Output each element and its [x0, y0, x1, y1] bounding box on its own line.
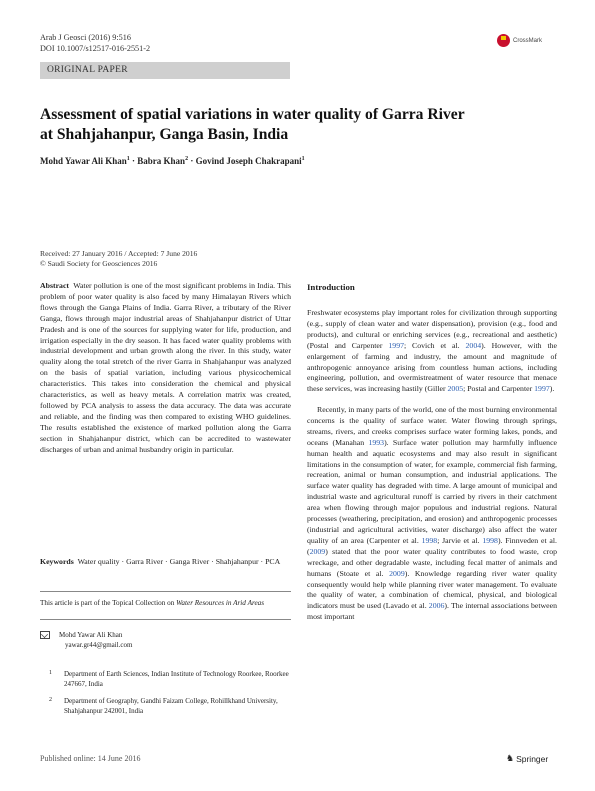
author-name[interactable]: Mohd Yawar Ali Khan	[40, 156, 127, 166]
doi[interactable]: DOI 10.1007/s12517-016-2551-2	[40, 44, 151, 53]
article-type-band: ORIGINAL PAPER	[40, 62, 290, 79]
author-affiliation-mark: 2	[185, 156, 189, 162]
paragraph-text: ). However, with the enlargement of farming and industry, the amount and magnitude of anthropogenic annoyance arising from countless human actions, including engineering, pollution, and overmistreatment of water resource that menace these services, was increasing hastily (Giller	[307, 340, 557, 394]
topical-prefix: This article is part of the Topical Collection on	[40, 599, 177, 607]
paragraph-text: ). Finnveden et al. (	[307, 535, 557, 556]
paragraph-text: ).	[549, 384, 555, 394]
paragraph-text: ; Postal and Carpenter	[463, 384, 535, 394]
author-list	[40, 156, 305, 166]
paragraph-text: ). Surface water pollution may harmfully influence human health and aquatic ecosystems and may also result in significant limitations in the consumption of water, for example, commercial fish farming, recreation, animal or human consumption, and industrial applications. The surface water quality has degraded with time. A large amount of municipal and industrial waste and agricultural runoff is carried by rivers in their catchment area when flowing through major populous and industrial regions. Natural processes (weathering, precipitation, and erosion) and anthropogenic processes (industrial and agricultural activities, water discharge) also affect the water quality of an area (Carpenter et al.	[307, 437, 557, 545]
publisher-name: Springer	[516, 753, 549, 764]
paragraph-text: Freshwater ecosystems play important roles for civilization through supporting (e.g., supply of clean water and water dispensation), provision (e.g., food and products), and cultural or enriching services (e.g., recreational and aesthetic) (Postal and Carpenter	[307, 308, 557, 350]
citation-link[interactable]: 2004	[465, 340, 482, 350]
springer-horse-icon: ♞	[506, 753, 515, 763]
author-name[interactable]: Govind Joseph Chakrapani	[195, 156, 302, 166]
abstract-label: Abstract	[40, 281, 70, 290]
paragraph-text: ) stated that the poor water quality contributes to food waste, crop wreckage, and other degradable waste, including fecal matter of animals and humans (Stoate et al.	[307, 546, 557, 578]
author-separator: ·	[188, 156, 196, 166]
citation-link[interactable]: 2009	[309, 546, 326, 556]
intro-paragraph-1	[307, 308, 557, 395]
author-name[interactable]: Babra Khan	[137, 156, 186, 166]
abstract	[40, 281, 291, 456]
citation-link[interactable]: 1998	[421, 535, 438, 545]
paragraph-text: ). The internal associations between most important	[307, 601, 557, 622]
keywords-text: Water quality · Garra River · Ganga River · Shahjahanpur · PCA	[77, 557, 281, 566]
paragraph-text: ; Jarvie et al.	[437, 535, 483, 545]
affiliation	[40, 670, 291, 689]
citation-link[interactable]: 1997	[388, 340, 404, 350]
article-dates	[40, 249, 197, 269]
journal-citation: Arab J Geosci (2016) 9:516	[40, 33, 131, 42]
contact-email[interactable]: yawar.gr44@gmail.com	[65, 640, 133, 649]
topical-collection-note	[40, 598, 291, 608]
envelope-icon	[40, 631, 50, 639]
published-online: Published online: 14 June 2016	[40, 754, 141, 763]
affiliation-number: 2	[49, 697, 52, 703]
received-accepted: Received: 27 January 2016 / Accepted: 7 June 2016	[40, 249, 198, 258]
abstract-text: Water pollution is one of the most significant problems in India. This problem of poor water quality is also faced by many Himalayan Rivers which flows through the Ganga Plains of India. Garra River, a tributary of the River Ganga, flows through major industrial areas of Shahjahanpur district of Uttar Pradesh and is one of the sources for supplying water for life, production, and irrigation especially in the dry season. It has faced water quality problems with industrial development and urban growth along the river. In this study, water quality along the total stretch of the river Garra in Shahjahanpur was analyzed on the basis of spatial variation, including various physicochemical characteristics. This takes into consideration the chemical and physical characteristics, as well as heavy metals. A correlation matrix was created, followed by PCA analysis to assess the data accuracy. The data was accurate and reliable, and the finding was then compared to existing WHO guidelines. The results established the existence of marked pollution along the Garra section in Shahjahanpur district, which can be accredited to wastewater discharges of urban and animal husbandry origin in particular.	[40, 281, 291, 454]
journal-header	[40, 32, 150, 54]
divider	[40, 591, 291, 592]
paragraph-text: ). Knowledge regarding river water quality consequently would help while planning river water management. To evaluate the quality of water, a combination of chemical, physical, and biological indicators must be used (Lavado et al.	[307, 568, 557, 611]
intro-paragraph-2	[307, 405, 557, 623]
keywords	[40, 557, 291, 568]
citation-link[interactable]: 2009	[389, 568, 405, 578]
crossmark-badge[interactable]	[497, 34, 542, 47]
corresponding-author	[40, 631, 132, 650]
paragraph-text: ; Covich et al.	[403, 340, 466, 350]
affiliation-text: Department of Earth Sciences, Indian Institute of Technology Roorkee, Roorkee 247667, India	[64, 670, 289, 688]
title-line-2: at Shahjahanpur, Ganga Basin, India	[40, 126, 289, 143]
title-line-1: Assessment of spatial variations in water quality of Garra River	[40, 106, 465, 123]
author-affiliation-mark: 1	[126, 156, 130, 162]
citation-link[interactable]: 1997	[534, 384, 550, 394]
springer-logo	[506, 753, 548, 764]
keywords-label: Keywords	[40, 557, 74, 566]
citation-link[interactable]: 1998	[482, 535, 498, 545]
affiliation	[40, 697, 291, 716]
author-separator: ·	[129, 156, 138, 166]
contact-name: Mohd Yawar Ali Khan	[59, 631, 123, 639]
crossmark-label: CrossMark	[513, 37, 543, 44]
affiliation-number: 1	[49, 670, 52, 676]
paper-title	[40, 105, 560, 145]
topical-collection-name[interactable]: Water Resources in Arid Areas	[176, 599, 265, 607]
affiliation-text: Department of Geography, Gandhi Faizam College, Rohillkhand University, Shahjahanpur 242001, India	[64, 697, 278, 715]
citation-link[interactable]: 2006	[428, 601, 445, 611]
crossmark-icon	[497, 34, 510, 47]
copyright-line: © Saudi Society for Geosciences 2016	[40, 259, 158, 268]
author-affiliation-mark: 1	[301, 156, 305, 162]
section-heading-introduction: Introduction	[307, 282, 355, 292]
paragraph-text: Recently, in many parts of the world, one of the most burning environmental concerns is the quality of surface water. Water flowing through springs, streams, rivers, and creeks comprises surface water forming lakes, ponds, and oceans (Manahan	[307, 405, 557, 447]
citation-link[interactable]: 2005	[447, 384, 464, 394]
citation-link[interactable]: 1993	[368, 437, 385, 447]
divider	[40, 619, 291, 620]
